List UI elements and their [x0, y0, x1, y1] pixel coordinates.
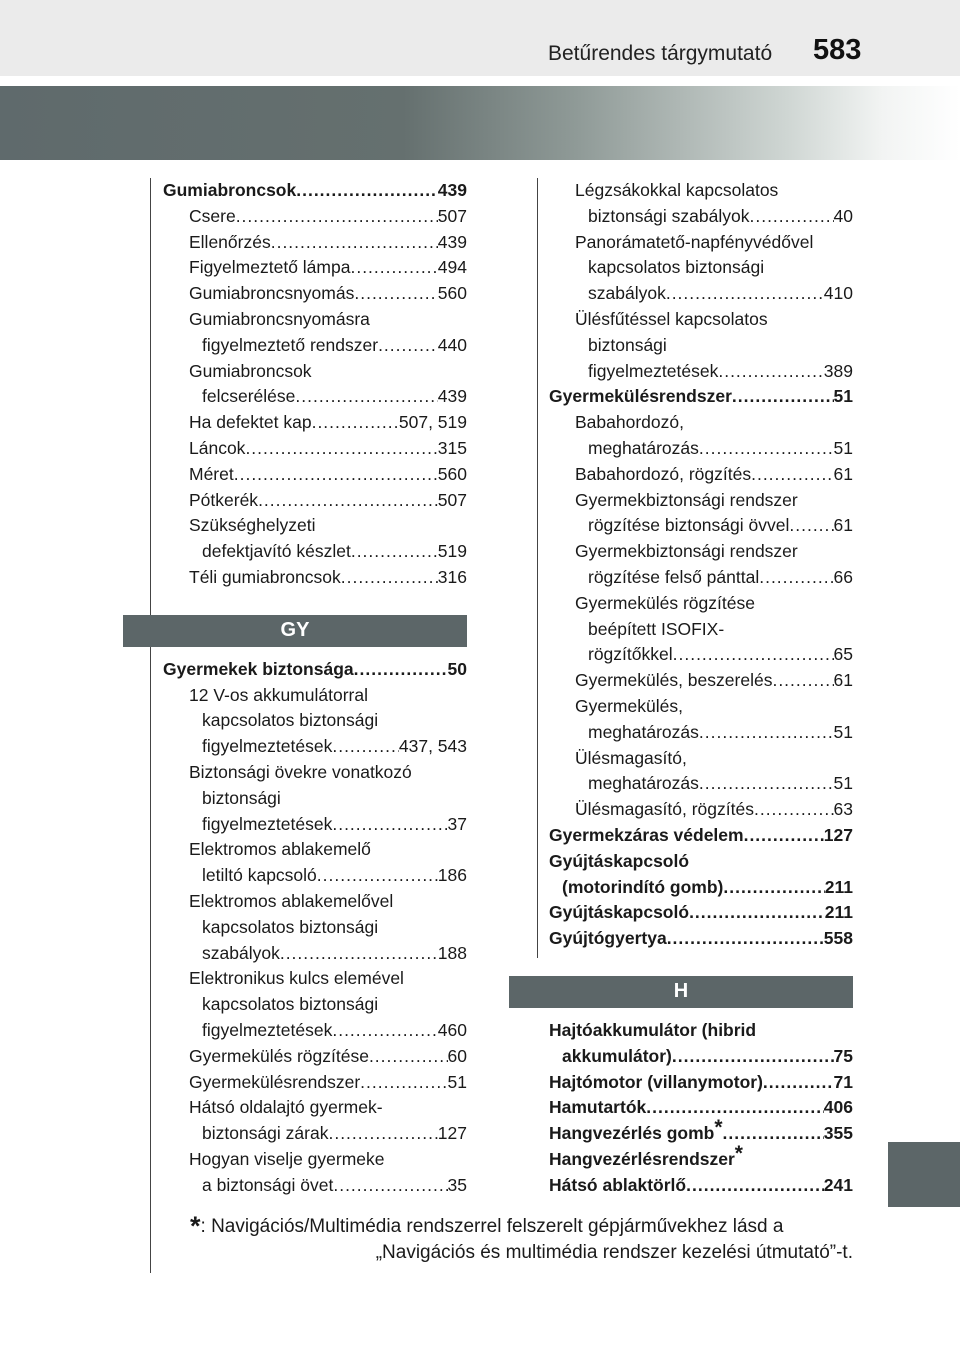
index-entry: figyelmeztetések ..... 460	[163, 1018, 467, 1044]
index-entry-text: Hogyan viselje gyermeke	[189, 1148, 385, 1169]
column-rule-right	[537, 178, 538, 958]
index-entry: figyelmeztetések ..... 437, 543	[163, 734, 467, 760]
index-entry: rögzítése biztonsági övvel ..... 61	[549, 513, 853, 539]
index-entry-text: beépített ISOFIX-	[588, 618, 725, 639]
footnote-line-1: : Navigációs/Multimédia rendszerrel felszerelt gépjárművekhez lásd a	[200, 1216, 784, 1237]
index-entry: biztonsági zárak ..... 127	[163, 1121, 467, 1147]
index-entry: Gyermekek biztonsága ..... 50	[163, 657, 467, 683]
index-entry-text: Babahordozó,	[575, 412, 684, 433]
index-entry-text: Gyermekülés rögzítése	[575, 592, 755, 613]
index-entry: akkumulátor) ..... 75	[549, 1044, 853, 1070]
index-entry-text: Gyújtáskapcsoló	[549, 850, 690, 871]
index-entry: Gyermekülésrendszer ..... 51	[549, 384, 853, 410]
index-entry-text: Elektromos ablakemelő	[189, 839, 371, 860]
index-entry-text: Gyermekülés,	[575, 695, 683, 716]
index-entry-text: Gumiabroncsnyomásra	[189, 308, 370, 329]
index-entry: Ülésmagasító, rögzítés ..... 63	[549, 797, 853, 823]
index-entry: Gumiabroncsok ..... 439	[163, 178, 467, 204]
index-entry: a biztonsági övet ..... 35	[163, 1173, 467, 1199]
index-entry-text: Elektronikus kulcs elemével	[189, 968, 404, 989]
index-entry: szabályok ..... 410	[549, 281, 853, 307]
index-column-right	[549, 178, 853, 1198]
index-entry-text: kapcsolatos biztonsági	[202, 994, 379, 1015]
index-entry: Csere ..... 507	[163, 204, 467, 230]
index-entry-text: Hangvezérlésrendszer*	[549, 1142, 743, 1169]
index-entry: meghatározás ..... 51	[549, 771, 853, 797]
index-entry-text: biztonsági	[588, 334, 667, 355]
index-entry: Láncok ..... 315	[163, 436, 467, 462]
index-entry: Gyermekzáras védelem ..... 127	[549, 823, 853, 849]
index-entry: felcserélése ..... 439	[163, 384, 467, 410]
index-entry-text: Biztonsági övekre vonatkozó	[189, 761, 412, 782]
index-entry: Babahordozó, rögzítés ..... 61	[549, 462, 853, 488]
letter-heading-h: H	[509, 976, 853, 1008]
index-entry-text: Gyermekbiztonsági rendszer	[575, 541, 798, 562]
index-entry-text: Gyermekbiztonsági rendszer	[575, 489, 798, 510]
index-entry-text: Hátsó oldalajtó gyermek-	[189, 1097, 383, 1118]
index-entry: figyelmeztetések ..... 389	[549, 359, 853, 385]
index-entry: meghatározás ..... 51	[549, 720, 853, 746]
index-entry: (motorindító gomb) ..... 211	[549, 875, 853, 901]
footnote-marker: *	[734, 1142, 743, 1166]
index-entry-text: Szükséghelyzeti	[189, 515, 316, 536]
footnote-marker: *	[714, 1116, 723, 1140]
index-entry: Hátsó ablaktörlő ..... 241	[549, 1173, 853, 1199]
index-entry-text: Ülésmagasító,	[575, 747, 687, 768]
index-entry: figyelmeztetések ..... 37	[163, 812, 467, 838]
column-rule-left	[150, 178, 151, 1273]
index-entry: letiltó kapcsoló ..... 186	[163, 863, 467, 889]
index-entry: Ellenőrzés ..... 439	[163, 230, 467, 256]
footnote-star: *	[190, 1211, 201, 1241]
footnote-line-2: „Navigációs és multimédia rendszer kezelési útmutató”-t.	[375, 1242, 853, 1263]
index-column-left	[163, 178, 467, 1198]
index-entry-text: Gumiabroncsok	[189, 360, 312, 381]
index-entry: Gyermekülésrendszer ..... 51	[163, 1070, 467, 1096]
index-entry: Méret ..... 560	[163, 462, 467, 488]
index-entry: Téli gumiabroncsok ..... 316	[163, 565, 467, 591]
index-entry-text: Panorámatető-napfényvédővel	[575, 231, 814, 252]
index-entry: meghatározás ..... 51	[549, 436, 853, 462]
index-entry-text: Hajtóakkumulátor (hibrid	[549, 1019, 757, 1040]
index-entry: defektjavító készlet ..... 519	[163, 539, 467, 565]
index-entry-text: biztonsági	[202, 787, 281, 808]
page-number: 583	[813, 34, 862, 66]
index-entry: Hajtómotor (villanymotor) ..... 71	[549, 1070, 853, 1096]
index-entry: rögzítése felső pánttal ..... 66	[549, 565, 853, 591]
index-entry: Pótkerék ..... 507	[163, 488, 467, 514]
index-entry-text: 12 V-os akkumulátorral	[189, 684, 368, 705]
index-entry: Gumiabroncsnyomás ..... 560	[163, 281, 467, 307]
index-entry-text: kapcsolatos biztonsági	[202, 916, 379, 937]
index-entry: Gyermekülés, beszerelés ..... 61	[549, 668, 853, 694]
index-entry: Gyújtáskapcsoló ..... 211	[549, 900, 853, 926]
index-entry: Ha defektet kap ..... 507, 519	[163, 410, 467, 436]
footnote	[190, 1211, 853, 1266]
index-entry: biztonsági szabályok ..... 40	[549, 204, 853, 230]
index-entry-text: Ülésfűtéssel kapcsolatos	[575, 308, 768, 329]
index-entry: rögzítőkkel ..... 65	[549, 642, 853, 668]
decorative-banner	[0, 86, 960, 160]
index-entry-text: kapcsolatos biztonsági	[588, 257, 765, 278]
index-entry: Hangvezérlés gomb* ..... 355	[549, 1121, 853, 1147]
index-entry: szabályok ..... 188	[163, 941, 467, 967]
index-entry-text: Elektromos ablakemelővel	[189, 890, 394, 911]
index-entry-text: kapcsolatos biztonsági	[202, 710, 379, 731]
chapter-side-tab	[888, 1142, 960, 1207]
index-entry: Gyermekülés rögzítése ..... 60	[163, 1044, 467, 1070]
index-entry: Figyelmeztető lámpa ..... 494	[163, 255, 467, 281]
index-entry: Hamutartók ..... 406	[549, 1095, 853, 1121]
index-entry-text: Légzsákokkal kapcsolatos	[575, 180, 779, 200]
index-entry: Gyújtógyertya ..... 558	[549, 926, 853, 952]
index-entry: figyelmeztető rendszer ..... 440	[163, 333, 467, 359]
section-title: Betűrendes tárgymutató	[548, 42, 773, 65]
letter-heading-gy: GY	[123, 615, 467, 647]
